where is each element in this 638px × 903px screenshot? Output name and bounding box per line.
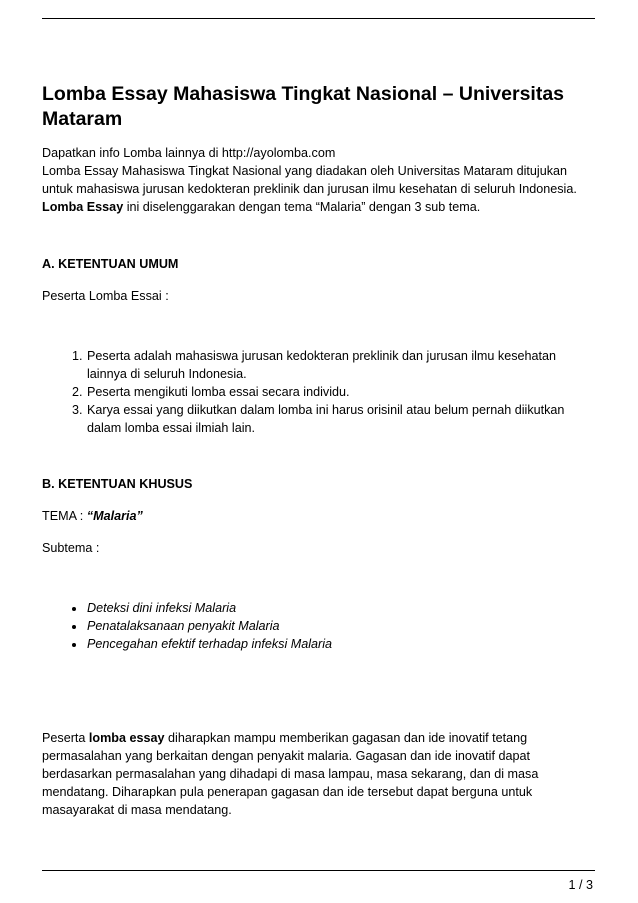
list-item: 3. Karya essai yang diikutkan dalam lomba ini harus orisinil atau belum pernah diikutkan dalam lomba essai ilmiah lain. <box>86 401 595 437</box>
tema-line <box>42 507 595 525</box>
tema-label: TEMA : <box>42 509 87 523</box>
intro-line: Lomba Essay Mahasiswa Tingkat Nasional yang diadakan oleh Universitas Mataram ditujukan untuk mahasiswa jurusan kedokteran preklinik dan jurusan ilmu kesehatan di seluruh Indonesia. <box>42 164 577 196</box>
section-a-list <box>42 347 595 437</box>
closing-paragraph <box>42 729 595 819</box>
section-b-heading: B. KETENTUAN KHUSUS <box>42 477 193 491</box>
closing-bold: lomba essay <box>88 731 165 745</box>
bold-lead: Lomba Essay <box>42 200 124 214</box>
footer-rule <box>42 870 595 871</box>
closing-post: diharapkan mampu memberikan gagasan dan ide inovatif tetang permasalahan yang berkaitan dengan penyakit malaria. Gagasan dan ide inovatif dapat berdasarkan permasalahan yang dihadapi di masa lampau, masa sekarang, dan di masa mendatang. Diharapkan pula penerapan gagasan dan ide tersebut dapat berguna untuk masayarakat di masa mendatang. <box>42 731 539 817</box>
list-item: 1. Peserta adalah mahasiswa jurusan kedokteran preklinik dan jurusan ilmu kesehatan lainnya di seluruh Indonesia. <box>86 347 595 383</box>
section-a-lead: Peserta Lomba Essai : <box>42 289 169 303</box>
list-item: • Deteksi dini infeksi Malaria <box>86 599 595 617</box>
page-number: 1 / 3 <box>568 878 593 892</box>
header-rule <box>42 18 595 19</box>
intro-line-theme <box>42 198 595 216</box>
subtema-label: Subtema : <box>42 541 100 555</box>
source-line: Dapatkan info Lomba lainnya di http://ayolomba.com <box>42 146 336 160</box>
list-item: • Penatalaksanaan penyakit Malaria <box>86 617 595 635</box>
document-title: Lomba Essay Mahasiswa Tingkat Nasional – Universitas Mataram <box>42 83 565 130</box>
closing-pre: Peserta <box>42 731 89 745</box>
section-a-heading: A. KETENTUAN UMUM <box>42 257 179 271</box>
intro-theme-text: ini diselenggarakan dengan tema “Malaria” dengan 3 sub tema. <box>123 200 481 214</box>
tema-value: “Malaria” <box>86 509 143 523</box>
list-item: • Pencegahan efektif terhadap infeksi Malaria <box>86 635 595 653</box>
intro-paragraph <box>42 144 595 216</box>
document-page <box>42 82 595 819</box>
list-item: 2. Peserta mengikuti lomba essai secara individu. <box>86 383 595 401</box>
subtema-list <box>42 599 595 653</box>
